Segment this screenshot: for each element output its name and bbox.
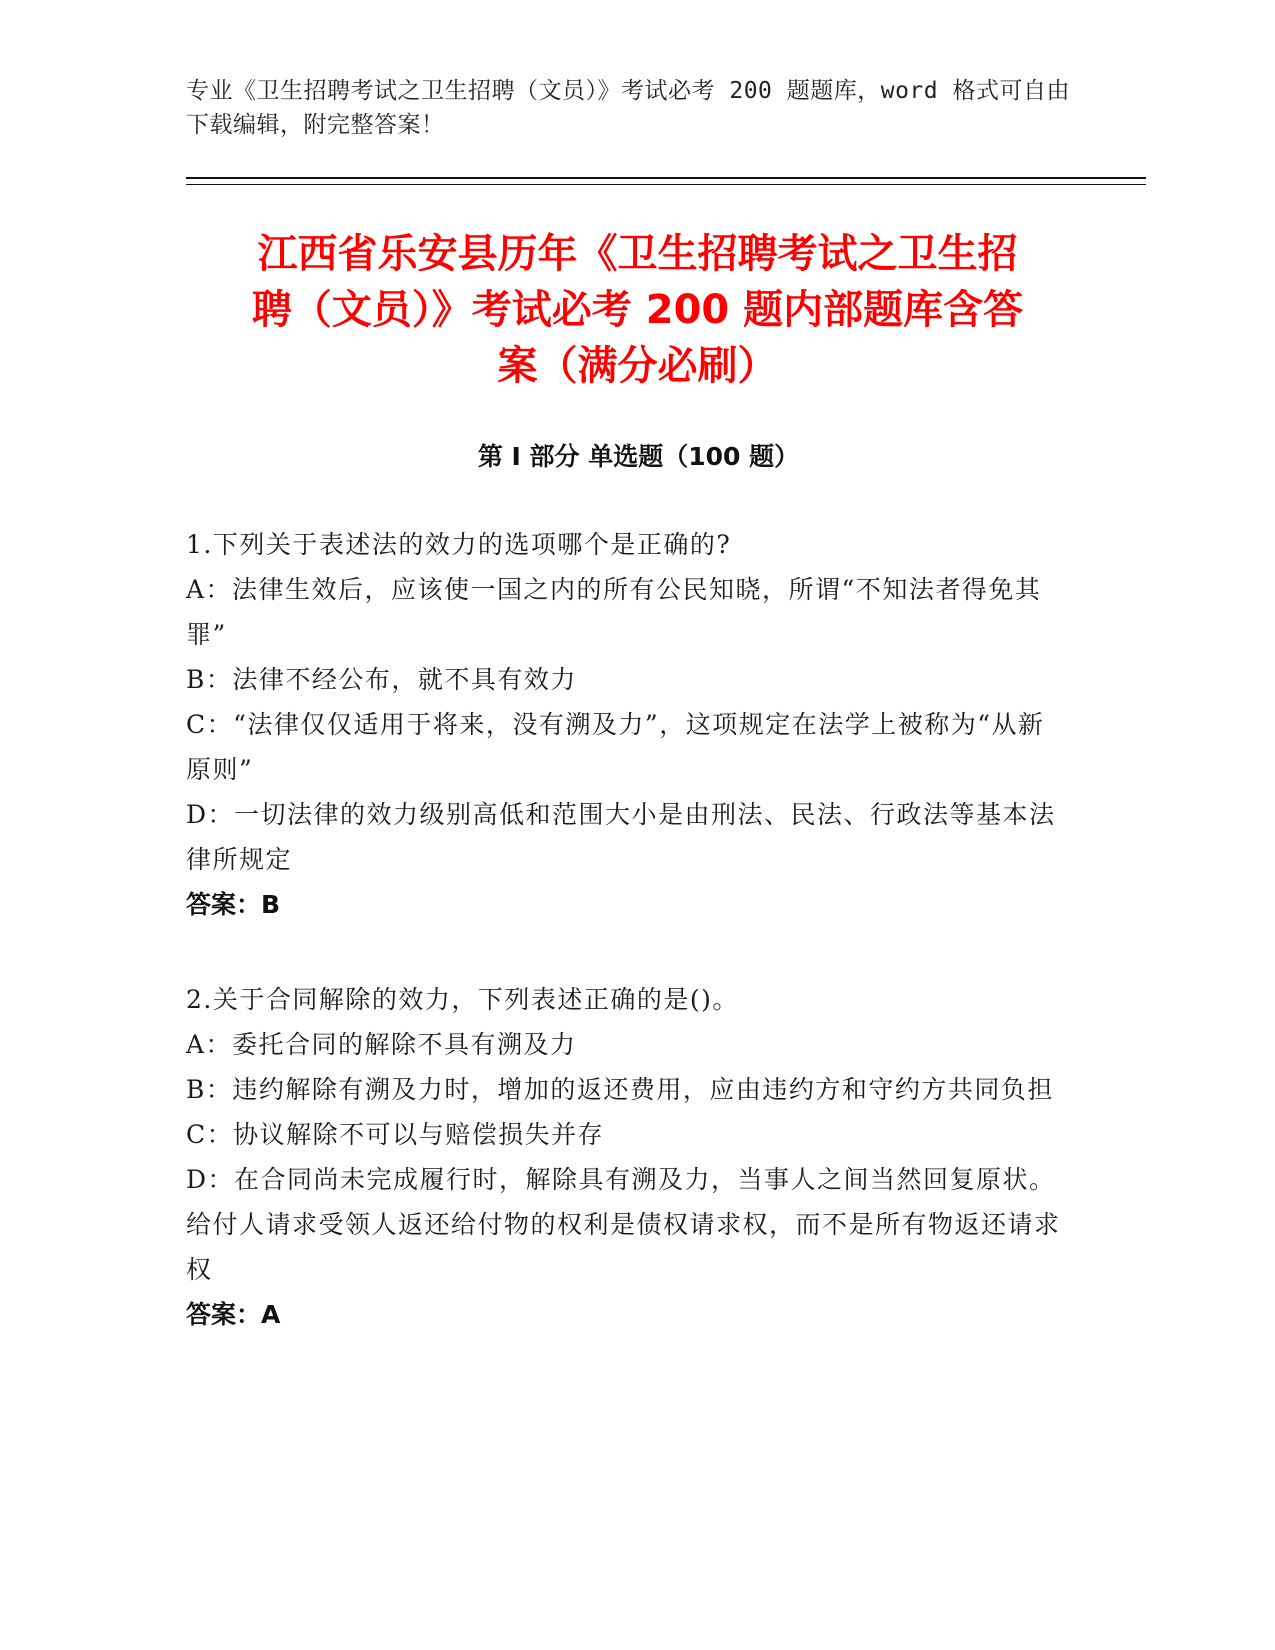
option-d: D：在合同尚未完成履行时，解除具有溯及力，当事人之间当然回复原状。给付人请求受领人返还给付物的权利是债权请求权，而不是所有物返还请求权 xyxy=(186,1165,1061,1284)
option-a: A：委托合同的解除不具有溯及力 xyxy=(186,1030,577,1059)
option-c: C：协议解除不可以与赔偿损失并存 xyxy=(186,1120,605,1149)
question-1 xyxy=(186,522,1066,927)
header-rule-thin xyxy=(186,184,1146,185)
option-a: A：法律生效后，应该使一国之内的所有公民知晓，所谓“不知法者得免其罪” xyxy=(186,575,1042,649)
option-c: C：“法律仅仅适用于将来，没有溯及力”，这项规定在法学上被称为“从新原则” xyxy=(186,710,1045,784)
option-d: D：一切法律的效力级别高低和范围大小是由刑法、民法、行政法等基本法律所规定 xyxy=(186,800,1056,874)
question-stem: 1.下列关于表述法的效力的选项哪个是正确的? xyxy=(186,530,732,559)
document-title-line-2: 聘（文员）》考试必考 200 题内部题库含答 xyxy=(251,287,1024,333)
section-title: 第 I 部分 单选题（100 题） xyxy=(477,442,800,471)
option-b: B：法律不经公布，就不具有效力 xyxy=(186,665,577,694)
document-title-line-3: 案（满分必刷） xyxy=(497,343,778,389)
document-title xyxy=(170,226,1105,394)
question-list xyxy=(186,522,1066,1387)
header-rule-thick xyxy=(186,177,1146,179)
question-stem: 2.关于合同解除的效力，下列表述正确的是()。 xyxy=(186,985,739,1014)
document-title-line-1: 江西省乐安县历年《卫生招聘考试之卫生招 xyxy=(257,231,1018,277)
answer: 答案：A xyxy=(186,1300,281,1329)
header-note: 专业《卫生招聘考试之卫生招聘（文员）》考试必考 200 题题库，word 格式可自由下载编辑，附完整答案！ xyxy=(186,78,1070,138)
answer: 答案：B xyxy=(186,890,281,919)
question-2 xyxy=(186,977,1066,1337)
option-b: B：违约解除有溯及力时，增加的返还费用，应由违约方和守约方共同负担 xyxy=(186,1075,1054,1104)
